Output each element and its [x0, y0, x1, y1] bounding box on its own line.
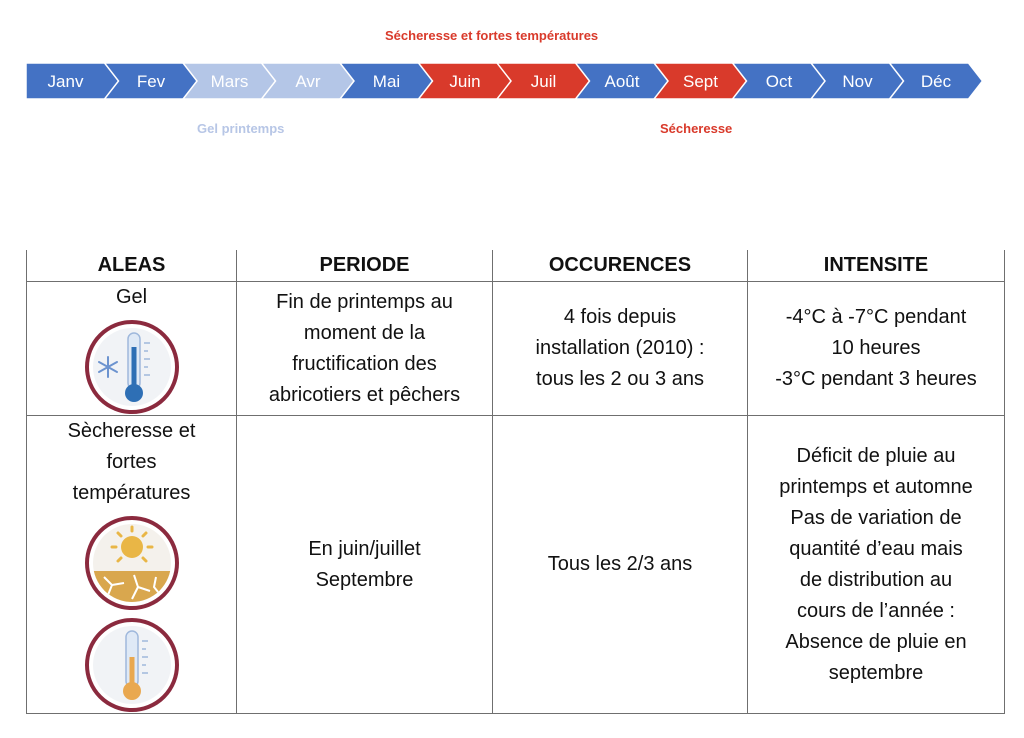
hot-thermometer-icon	[84, 617, 180, 713]
occurences-line: tous les 2 ou 3 ans	[536, 368, 704, 390]
aleas-label-line: fortes	[106, 451, 157, 473]
aleas-label-line: températures	[72, 482, 191, 504]
month-label: Nov	[842, 72, 873, 91]
header-aleas: ALEAS	[27, 250, 237, 282]
intensite-line: 10 heures	[831, 337, 921, 359]
occurences-cell-gel	[493, 282, 748, 416]
periode-line: Fin de printemps au	[276, 290, 453, 313]
drought-timeline-label: Sécheresse	[660, 121, 733, 136]
intensite-line: septembre	[828, 661, 924, 684]
periode-cell-gel	[237, 282, 493, 416]
month-label: Juil	[530, 72, 557, 91]
month-label: Juin	[449, 72, 481, 91]
intensite-line: Pas de variation de	[790, 506, 962, 529]
month-label: Mai	[372, 72, 401, 91]
month-label: Fev	[136, 72, 166, 91]
month-label: Mars	[210, 72, 249, 91]
month-label: Janv	[47, 72, 84, 91]
sun-cracked-earth-icon	[84, 515, 180, 611]
periode-line: moment de la	[303, 321, 426, 344]
table-header-row	[27, 250, 1005, 282]
intensite-line: -3°C pendant 3 heures	[775, 368, 977, 390]
risks-table	[26, 250, 1005, 714]
intensite-line: Absence de pluie en	[785, 630, 967, 653]
month-label: Déc	[920, 72, 952, 91]
occurences-line: installation (2010) :	[535, 337, 705, 359]
intensite-line: printemps et automne	[779, 475, 973, 498]
aleas-label-gel: Gel	[115, 286, 148, 308]
month-label: Oct	[765, 72, 793, 91]
intensite-line: -4°C à -7°C pendant	[785, 306, 967, 328]
header-intensite: INTENSITE	[748, 250, 1005, 282]
occurences-line: 4 fois depuis	[563, 306, 677, 328]
aleas-cell-secheresse	[27, 416, 237, 714]
periode-line: fructification des	[292, 352, 437, 375]
snowflake-thermometer-icon	[84, 319, 180, 415]
intensite-line: Déficit de pluie au	[796, 444, 956, 467]
header-occurences: OCCURENCES	[493, 250, 748, 282]
spring-frost-timeline-label: Gel printemps	[197, 121, 285, 136]
intensite-line: cours de l’année :	[797, 599, 955, 622]
occurences-cell-secheresse	[493, 416, 748, 714]
occurences-line: Tous les 2/3 ans	[547, 553, 693, 575]
periode-line: En juin/juillet	[308, 537, 421, 560]
month-timeline	[26, 63, 988, 99]
month-label: Avr	[295, 72, 321, 91]
table-row	[27, 416, 1005, 714]
table-row	[27, 282, 1005, 416]
month-label: Août	[604, 72, 640, 91]
intensite-cell-gel	[748, 282, 1005, 416]
intensite-line: quantité d’eau mais	[789, 537, 963, 560]
drought-heat-timeline-label: Sécheresse et fortes températures	[385, 28, 599, 43]
periode-line: Septembre	[315, 568, 414, 591]
aleas-cell-gel	[27, 282, 237, 416]
aleas-label-line: Sècheresse et	[67, 420, 196, 442]
intensite-cell-secheresse	[748, 416, 1005, 714]
month-label: Sept	[683, 72, 718, 91]
periode-cell-secheresse	[237, 416, 493, 714]
periode-line: abricotiers et pêchers	[268, 383, 461, 406]
intensite-line: de distribution au	[799, 568, 953, 591]
header-periode: PERIODE	[237, 250, 493, 282]
